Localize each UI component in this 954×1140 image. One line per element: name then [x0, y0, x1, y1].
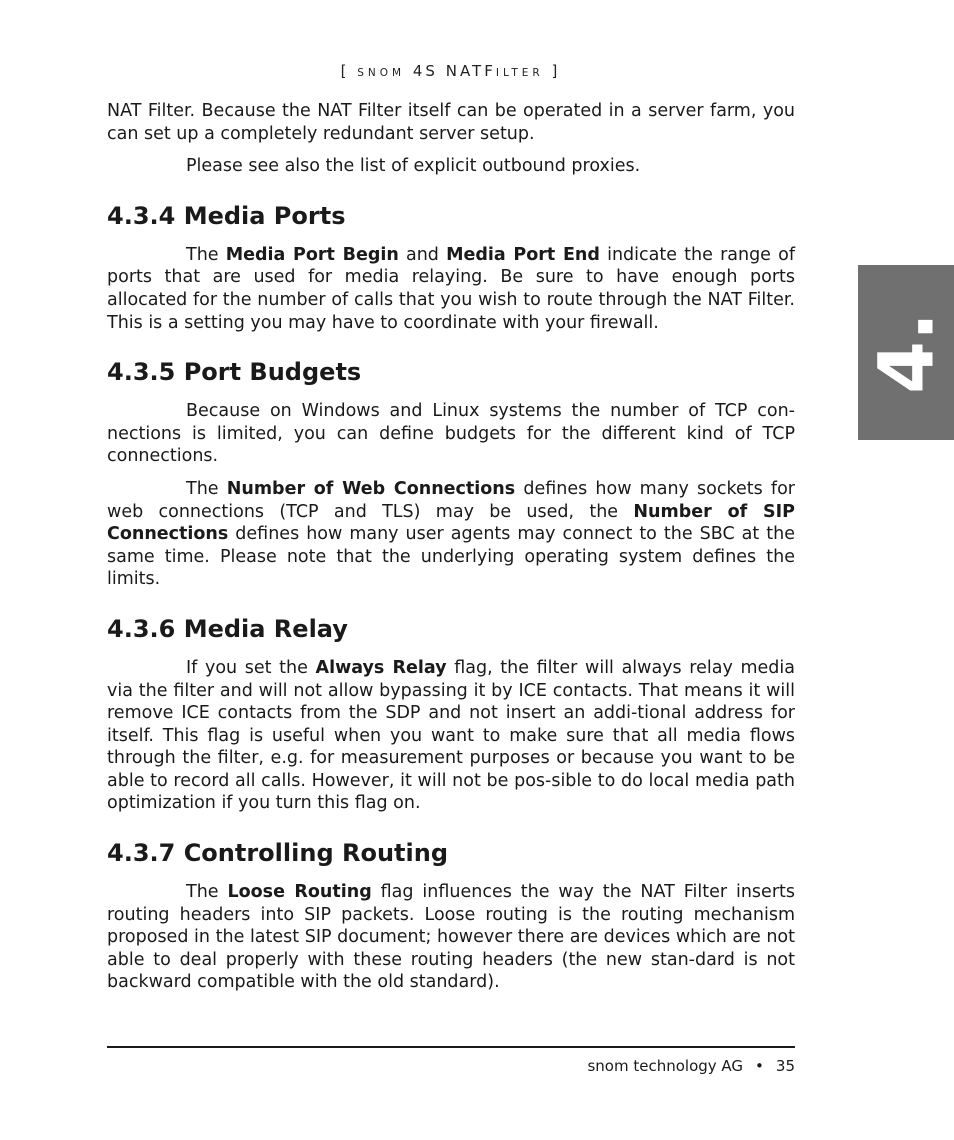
- footer-bullet: •: [755, 1057, 764, 1075]
- text: defines how many user agents may connect to the SBC at the same time. Please note that the underlying operating system defines the limits.: [107, 524, 795, 590]
- footer-company: snom technology AG: [587, 1057, 744, 1075]
- chapter-thumb-tab: [858, 265, 954, 440]
- term-loose-routing: Loose Routing: [227, 882, 372, 903]
- term-always-relay: Always Relay: [315, 657, 447, 678]
- intro-see-also: Please see also the list of explicit outbound proxies.: [186, 156, 641, 177]
- header-close-bracket: ]: [551, 62, 561, 80]
- footer-rule: [107, 1046, 795, 1048]
- paragraph-port-budgets-1: Because on Windows and Linux systems the number of TCP con-nections is limited, you can define budgets for the different kind of TCP connections.: [107, 401, 795, 467]
- paragraph-media-ports: [107, 244, 795, 334]
- header-product: 4S NAT: [412, 62, 485, 80]
- paragraph-media-relay: [107, 657, 795, 815]
- paragraph-controlling-routing: [107, 881, 795, 994]
- intro-continuation: NAT Filter. Because the NAT Filter itself can be operated in a server farm, you can set up a completely redundant server setup.: [107, 101, 795, 144]
- heading-media-ports: 4.3.4 Media Ports: [107, 201, 346, 230]
- text: The: [186, 882, 228, 903]
- page-footer: [107, 1057, 795, 1075]
- term-number-of-sip-connections: Number of SIP Connections: [107, 501, 795, 545]
- text: indicate the range of ports that are used for media relaying. Be sure to have enough ports allocated for the number of calls that you wish to route through the NAT Filter. This is a setting you may have to coordinate with your firewall.: [107, 244, 795, 333]
- text: flag, the filter will always relay media via the filter and will not allow bypassing it by ICE contacts. That means it will remove ICE contacts from the SDP and not insert an addi-tional address for itself. This flag is useful when you want to make sure that all media flows through the filter, e.g. for measurement purposes or because you want to be able to record all calls. However, it will not be pos-sible to do local media path optimization if you turn this flag on.: [107, 657, 795, 814]
- page-body: [107, 100, 795, 1004]
- chapter-number: 4.: [861, 311, 951, 394]
- term-number-of-web-connections: Number of Web Connections: [226, 478, 516, 499]
- text: flag influences the way the NAT Filter inserts routing headers into SIP packets. Loose routing is the routing mechanism proposed in the latest SIP document; however there are devices which are not able to deal properly with these routing headers (the new stan-dard is not backward compatible with the old standard).: [107, 882, 795, 993]
- heading-media-relay: 4.3.6 Media Relay: [107, 614, 348, 643]
- heading-port-budgets: 4.3.5 Port Budgets: [107, 358, 362, 387]
- text: The: [186, 244, 226, 265]
- header-open-bracket: [: [340, 62, 350, 80]
- header-word-rest: ILTER: [495, 67, 544, 79]
- term-media-port-end: Media Port End: [446, 244, 600, 265]
- page-number: 35: [775, 1057, 795, 1075]
- text: defines how many sockets for web connections (TCP and TLS) may be used, the: [107, 478, 795, 522]
- running-header: [0, 62, 901, 80]
- paragraph-port-budgets-2: [107, 478, 795, 591]
- text: and: [398, 244, 447, 265]
- term-media-port-begin: Media Port Begin: [225, 244, 399, 265]
- text: If you set the: [186, 657, 316, 678]
- header-brand: SNOM: [357, 67, 406, 79]
- heading-controlling-routing: 4.3.7 Controlling Routing: [107, 839, 448, 868]
- header-word-cap: F: [484, 62, 496, 80]
- text: The: [186, 478, 227, 499]
